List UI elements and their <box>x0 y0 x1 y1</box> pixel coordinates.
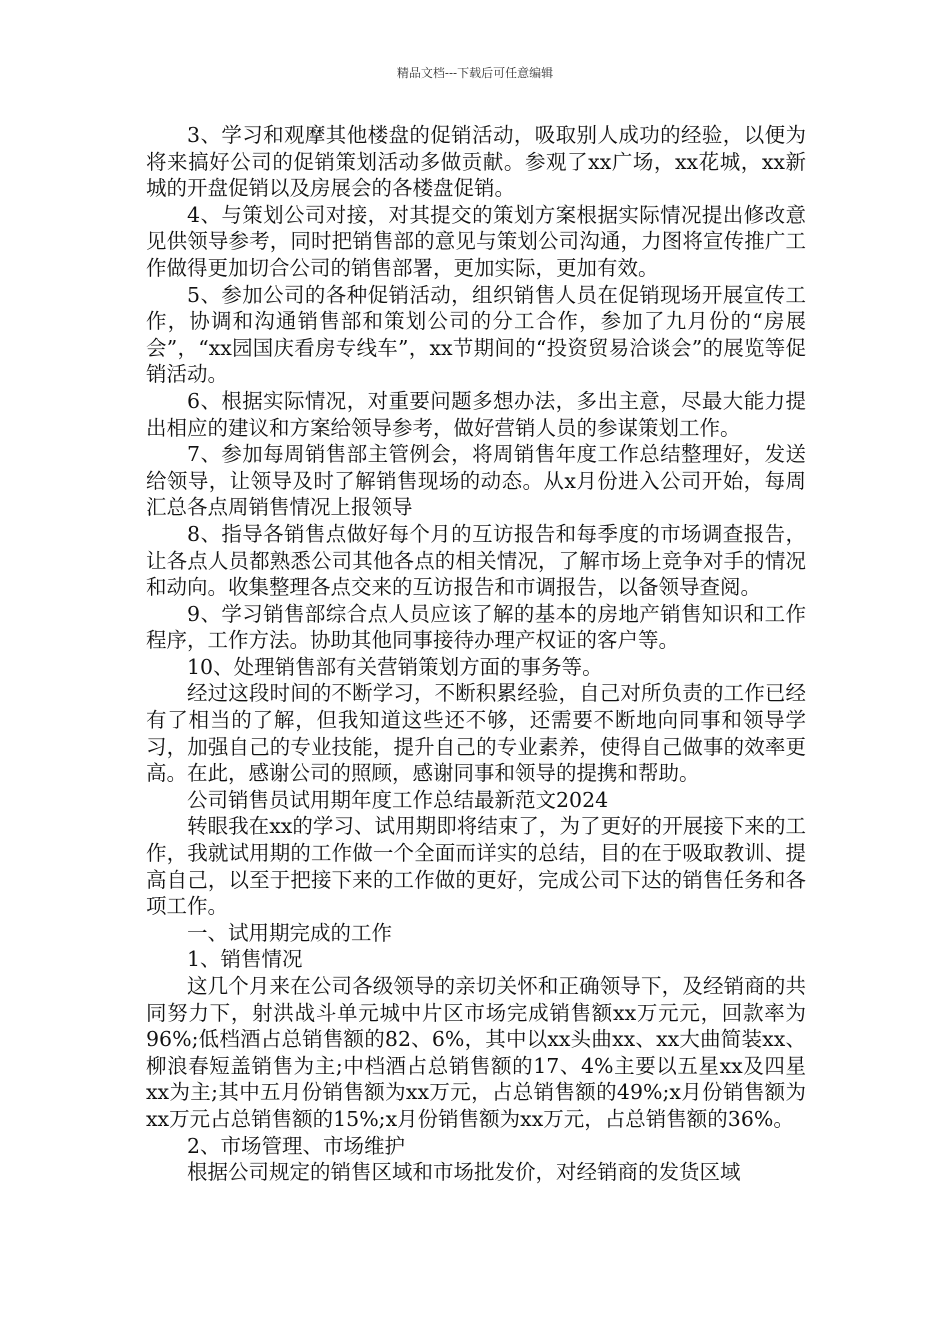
paragraph: 8、指导各销售点做好每个月的互访报告和每季度的市场调查报告，让各点人员都熟悉公司其他各点的相关情况，了解市场上竞争对手的情况和动向。收集整理各点交来的互访报告和市调报告，以备领导查阅。 <box>146 521 806 600</box>
subsection-heading: 1、销售情况 <box>187 947 303 972</box>
subsection-heading: 2、市场管理、市场维护 <box>187 1133 406 1158</box>
paragraph: 4、与策划公司对接，对其提交的策划方案根据实际情况提出修改意见供领导参考，同时把销售部的意见与策划公司沟通，力图将宣传推广工作做得更加切合公司的销售部署，更加实际，更加有效。 <box>146 202 806 280</box>
document-body <box>146 122 806 1186</box>
page-header: 精品文档---下载后可任意编辑 <box>396 66 554 80</box>
paragraph: 5、参加公司的各种促销活动，组织销售人员在促销现场开展宣传工作，协调和沟通销售部和策划公司的分工合作，参加了九月份的“房展会”，“xx园国庆看房专线车”，xx节期间的“投资贸易洽谈会”的展览等促销活动。 <box>146 282 806 387</box>
section-title: 公司销售员试用期年度工作总结最新范文2024 <box>187 787 609 812</box>
paragraph: 经过这段时间的不断学习，不断积累经验，自己对所负责的工作已经有了相当的了解，但我知道这些还不够，还需要不断地向同事和领导学习，加强自己的专业技能，提升自己的专业素养，使得自己做事的效率更高。在此，感谢公司的照顾，感谢同事和领导的提携和帮助。 <box>146 681 806 786</box>
paragraph: 9、学习销售部综合点人员应该了解的基本的房地产销售知识和工作程序，工作方法。协助其他同事接待办理产权证的客户等。 <box>146 601 806 653</box>
paragraph: 3、学习和观摩其他楼盘的促销活动，吸取别人成功的经验，以便为将来搞好公司的促销策划活动多做贡献。参观了xx广场，xx花城，xx新城的开盘促销以及房展会的各楼盘促销。 <box>146 123 806 201</box>
section-heading: 一、试用期完成的工作 <box>187 920 392 945</box>
paragraph: 10、处理销售部有关营销策划方面的事务等。 <box>187 654 603 679</box>
paragraph: 这几个月来在公司各级领导的亲切关怀和正确领导下，及经销商的共同努力下，射洪战斗单元城中片区市场完成销售额xx万元元，回款率为96%;低档酒占总销售额的82、6%，其中以xx头曲xx、xx大曲简装xx、柳浪春短盖销售为主;中档酒占总销售额的17、4%主要以五星xx及四星xx为主;其中五月份销售额为xx万元，占总销售额的49%;x月份销售额为xx万元占总销售额的15%;x月份销售额为xx万元，占总销售额的36%。 <box>146 974 806 1131</box>
paragraph: 根据公司规定的销售区域和市场批发价，对经销商的发货区域 <box>187 1160 741 1185</box>
paragraph: 转眼我在xx的学习、试用期即将结束了，为了更好的开展接下来的工作，我就试用期的工作做一个全面而详实的总结，目的在于吸取教训、提高自己，以至于把接下来的工作做的更好，完成公司下达的销售任务和各项工作。 <box>146 814 806 919</box>
paragraph: 7、参加每周销售部主管例会，将周销售年度工作总结整理好，发送给领导，让领导及时了解销售现场的动态。从x月份进入公司开始，每周汇总各点周销售情况上报领导 <box>146 442 806 520</box>
paragraph: 6、根据实际情况，对重要问题多想办法，多出主意，尽最大能力提出相应的建议和方案给领导参考，做好营销人员的参谋策划工作。 <box>146 388 806 440</box>
